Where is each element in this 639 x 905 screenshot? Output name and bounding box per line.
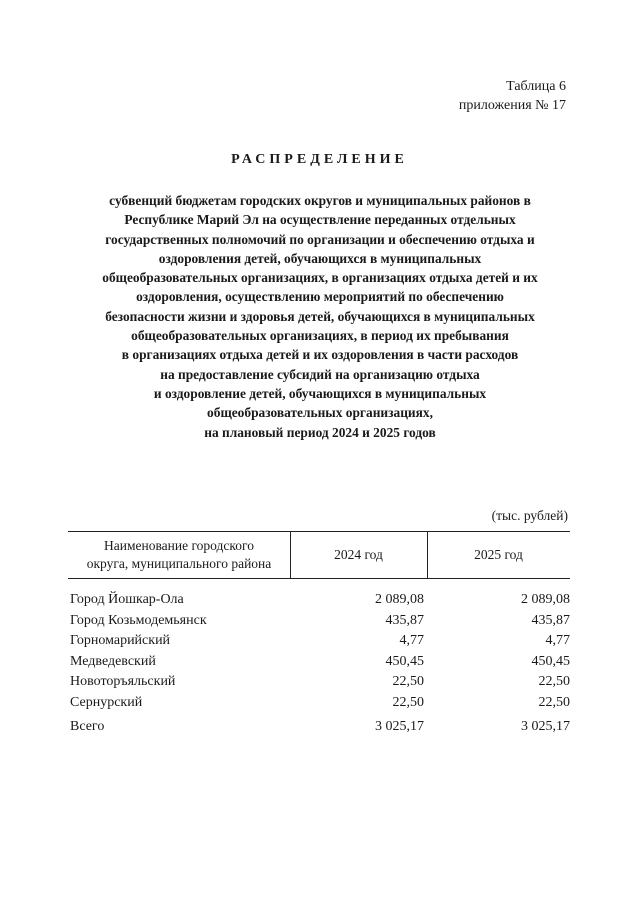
table-row xyxy=(68,672,570,693)
value-2024: 2 089,08 xyxy=(375,592,424,607)
subtitle-line: на плановый период 2024 и 2025 годов xyxy=(204,424,436,440)
district-name: Город Козьмодемьянск xyxy=(70,612,207,628)
table-total-row xyxy=(68,717,570,738)
total-2025: 3 025,17 xyxy=(521,719,570,734)
district-name: Город Йошкар-Ола xyxy=(70,592,184,607)
value-2025: 2 089,08 xyxy=(521,592,570,607)
value-2025: 22,50 xyxy=(538,674,570,689)
subtitle-line: на предоставление субсидий на организацию отдыха xyxy=(160,366,480,382)
table-row xyxy=(68,631,570,652)
subtitle-line: субвенций бюджетам городских округов и муниципальных районов в xyxy=(109,193,531,208)
table-row xyxy=(68,590,570,611)
district-name: Медведевский xyxy=(70,653,156,669)
district-name: Новоторъяльский xyxy=(70,674,176,689)
table-header-bottom-border xyxy=(68,578,570,579)
column-header-2025: 2025 год xyxy=(474,547,523,562)
subtitle-line: и оздоровление детей, обучающихся в муниципальных xyxy=(153,385,487,401)
table-row xyxy=(68,611,570,632)
value-2024: 450,45 xyxy=(385,653,424,669)
subtitle-line: общеобразовательных организациях, в организациях отдыха детей и их xyxy=(102,270,538,286)
subtitle-line: в организациях отдыха детей и их оздоровления в части расходов xyxy=(121,347,519,363)
column-header-name-line: округа, муниципального района xyxy=(86,556,272,571)
subtitle-line: оздоровления, осуществлению мероприятий по обеспечению xyxy=(136,289,504,305)
column-header-name xyxy=(68,537,290,573)
value-2024: 22,50 xyxy=(392,694,424,710)
subtitle-line: общеобразовательных организациях, в период их пребывания xyxy=(131,328,509,344)
subtitle-line: государственных полномочий по организации и обеспечению отдыха и xyxy=(105,231,535,247)
value-2025: 22,50 xyxy=(538,694,570,710)
value-2025: 450,45 xyxy=(531,653,570,669)
subtitle-line: безопасности жизни и здоровья детей, обучающихся в муниципальных xyxy=(105,308,535,324)
column-header-2024: 2024 год xyxy=(334,547,383,562)
table-body xyxy=(68,590,570,738)
district-name: Горномарийский xyxy=(70,633,171,648)
value-2024: 435,87 xyxy=(385,612,424,628)
document-subtitle xyxy=(60,191,580,442)
total-2024: 3 025,17 xyxy=(375,719,424,734)
total-label: Всего xyxy=(70,719,105,734)
table-row xyxy=(68,693,570,714)
value-2024: 4,77 xyxy=(399,633,424,648)
subtitle-line: Республике Марий Эл на осуществление переданных отдельных xyxy=(124,212,516,228)
appendix-number: приложения № 17 xyxy=(458,98,566,113)
document-title: РАСПРЕДЕЛЕНИЕ xyxy=(231,152,408,167)
value-2025: 4,77 xyxy=(545,633,570,648)
table-top-border xyxy=(68,531,570,532)
subtitle-line: общеобразовательных организациях, xyxy=(207,405,433,421)
table-row xyxy=(68,652,570,673)
table-number: Таблица 6 xyxy=(506,79,566,94)
column-header-name-line: Наименование городского xyxy=(104,538,254,553)
value-2024: 22,50 xyxy=(392,674,424,689)
units-label: (тыс. рублей) xyxy=(491,508,568,523)
subtitle-line: оздоровления детей, обучающихся в муниципальных xyxy=(158,250,482,266)
district-name: Сернурский xyxy=(70,694,143,710)
document-header-reference xyxy=(459,77,566,115)
value-2025: 435,87 xyxy=(531,612,570,628)
